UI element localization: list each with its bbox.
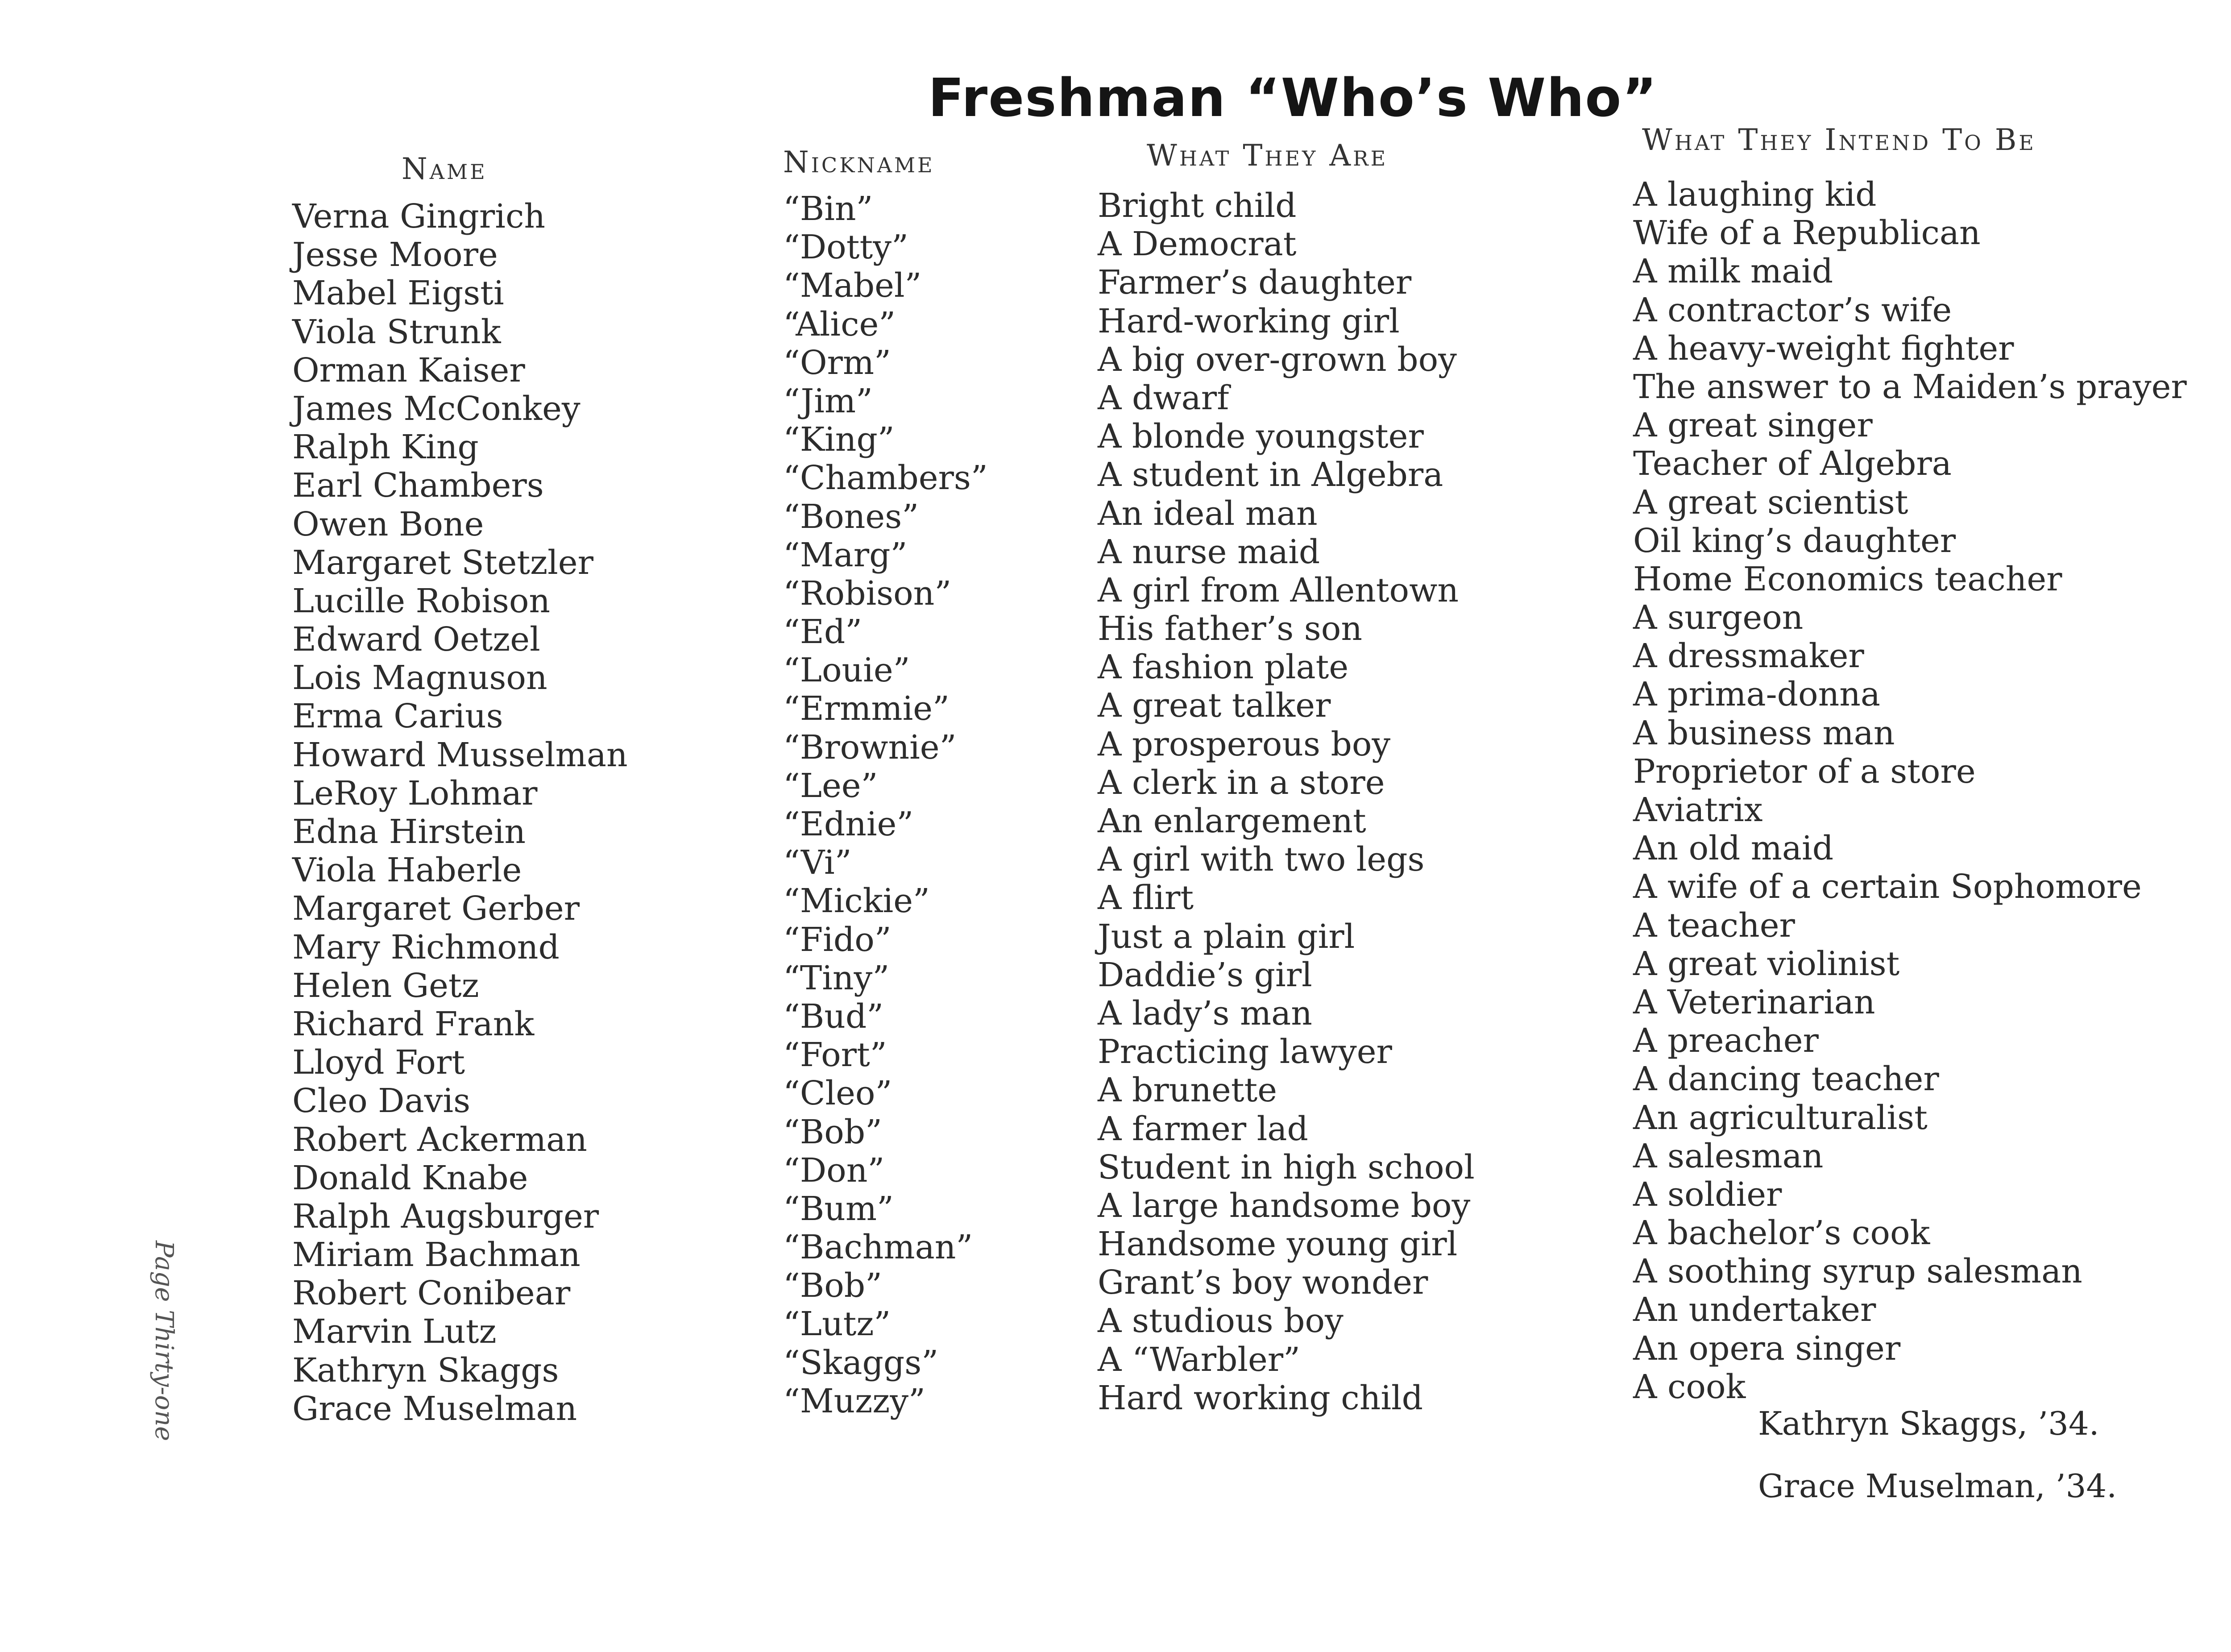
- intend-to-be-entry: A laughing kid: [1633, 175, 1877, 214]
- intend-to-be-column: [1633, 175, 2187, 1406]
- name-entry: Cleo Davis: [292, 1082, 471, 1121]
- intend-to-be-entry: A surgeon: [1633, 598, 1804, 637]
- what-they-are-entry: A flirt: [1098, 879, 1194, 917]
- intend-to-be-entry: A bachelor’s cook: [1633, 1214, 1930, 1253]
- name-entry: Viola Strunk: [292, 312, 501, 351]
- name-entry: Richard Frank: [292, 1004, 535, 1043]
- name-entry: Robert Ackerman: [292, 1120, 587, 1159]
- name-entry: Verna Gingrich: [292, 197, 546, 236]
- page-title: Freshman “Who’s Who”: [928, 67, 1658, 129]
- nickname-entry: “Fort”: [783, 1036, 887, 1075]
- name-entry: Helen Getz: [292, 966, 479, 1005]
- nickname-entry: “Cleo”: [783, 1074, 892, 1113]
- what-they-are-entry: Student in high school: [1098, 1148, 1475, 1187]
- nickname-entry: “Ednie”: [783, 805, 914, 843]
- nickname-entry: “Chambers”: [783, 459, 988, 498]
- intend-to-be-entry: A great violinist: [1633, 944, 1900, 983]
- what-they-are-entry: A dwarf: [1098, 378, 1229, 417]
- what-they-are-entry: A farmer lad: [1098, 1109, 1308, 1148]
- name-entry: Lloyd Fort: [292, 1043, 465, 1082]
- what-they-are-entry: A large handsome boy: [1098, 1186, 1471, 1225]
- page-number: Page Thirty-one: [149, 1241, 178, 1441]
- intend-to-be-entry: A great singer: [1633, 406, 1873, 445]
- name-entry: LeRoy Lohmar: [292, 774, 538, 813]
- what-they-are-entry: A Democrat: [1098, 225, 1297, 264]
- name-entry: Edward Oetzel: [292, 620, 540, 659]
- name-entry: Ralph King: [292, 428, 479, 467]
- what-they-are-entry: Bright child: [1098, 187, 1297, 225]
- name-entry: Miriam Bachman: [292, 1236, 581, 1274]
- nickname-entry: “Muzzy”: [783, 1382, 925, 1420]
- credits: [1758, 1392, 2117, 1517]
- what-they-are-entry: A brunette: [1098, 1071, 1277, 1110]
- intend-to-be-entry: A contractor’s wife: [1633, 291, 1952, 329]
- credit-author-2: Grace Muselman, ’34.: [1758, 1467, 2117, 1505]
- intend-to-be-entry: An agriculturalist: [1633, 1098, 1928, 1137]
- names-column: [292, 197, 628, 1428]
- what-they-are-column: [1098, 187, 1475, 1417]
- nickname-entry: “Brownie”: [783, 728, 957, 767]
- nickname-entry: “Dotty”: [783, 228, 908, 267]
- header-name: Name: [402, 152, 487, 186]
- nickname-entry: “Bin”: [783, 190, 873, 228]
- intend-to-be-entry: Wife of a Republican: [1633, 214, 1981, 253]
- intend-to-be-entry: Home Economics teacher: [1633, 560, 2062, 598]
- intend-to-be-entry: A dressmaker: [1633, 637, 1864, 676]
- name-entry: Owen Bone: [292, 505, 484, 544]
- nickname-entry: “Alice”: [783, 305, 896, 344]
- nickname-entry: “Lee”: [783, 766, 878, 805]
- nickname-entry: “Lutz”: [783, 1305, 891, 1344]
- nickname-entry: “Marg”: [783, 535, 908, 574]
- what-they-are-entry: His father’s son: [1098, 610, 1362, 648]
- nickname-entry: “Mabel”: [783, 266, 922, 305]
- what-they-are-entry: A great talker: [1098, 686, 1331, 725]
- name-entry: Viola Haberle: [292, 851, 522, 890]
- what-they-are-entry: A nurse maid: [1098, 532, 1320, 571]
- nickname-entry: “Vi”: [783, 843, 852, 882]
- name-entry: Lois Magnuson: [292, 659, 547, 697]
- nickname-entry: “Mickie”: [783, 882, 930, 921]
- name-entry: Robert Conibear: [292, 1274, 571, 1313]
- what-they-are-entry: A “Warbler”: [1098, 1340, 1301, 1379]
- nickname-entry: “Robison”: [783, 574, 952, 613]
- name-entry: James McConkey: [292, 389, 581, 428]
- intend-to-be-entry: The answer to a Maiden’s prayer: [1633, 367, 2187, 406]
- intend-to-be-entry: An opera singer: [1633, 1329, 1901, 1368]
- nickname-entry: “Bud”: [783, 997, 884, 1036]
- intend-to-be-entry: A prima-donna: [1633, 675, 1881, 714]
- what-they-are-entry: Farmer’s daughter: [1098, 263, 1412, 302]
- nickname-entry: “Don”: [783, 1151, 885, 1190]
- name-entry: Margaret Gerber: [292, 889, 580, 928]
- what-they-are-entry: A prosperous boy: [1098, 725, 1391, 764]
- intend-to-be-entry: A preacher: [1633, 1021, 1819, 1060]
- nickname-entry: “Jim”: [783, 382, 873, 420]
- what-they-are-entry: Just a plain girl: [1098, 917, 1355, 956]
- intend-to-be-entry: An undertaker: [1633, 1291, 1876, 1329]
- nickname-entry: “Ed”: [783, 613, 863, 652]
- what-they-are-entry: A girl from Allentown: [1098, 571, 1459, 610]
- name-entry: Mabel Eigsti: [292, 274, 504, 313]
- what-they-are-entry: An enlargement: [1098, 802, 1366, 840]
- what-they-are-entry: A girl with two legs: [1098, 840, 1425, 879]
- intend-to-be-entry: A heavy-weight fighter: [1633, 329, 2014, 368]
- intend-to-be-entry: A business man: [1633, 714, 1895, 752]
- nickname-entry: “Bum”: [783, 1189, 894, 1228]
- credit-author-1: Kathryn Skaggs, ’34.: [1758, 1405, 2099, 1442]
- what-they-are-entry: Grant’s boy wonder: [1098, 1263, 1428, 1302]
- intend-to-be-entry: Proprietor of a store: [1633, 752, 1976, 791]
- what-they-are-entry: A big over-grown boy: [1098, 340, 1457, 379]
- what-they-are-entry: Daddie’s girl: [1098, 955, 1312, 994]
- name-entry: Howard Musselman: [292, 735, 628, 774]
- nickname-entry: “Bones”: [783, 497, 919, 536]
- intend-to-be-entry: A dancing teacher: [1633, 1060, 1939, 1099]
- nickname-entry: “Bob”: [783, 1266, 882, 1305]
- intend-to-be-entry: A Veterinarian: [1633, 983, 1875, 1021]
- nickname-entry: “Tiny”: [783, 959, 890, 997]
- nickname-entry: “Orm”: [783, 343, 891, 382]
- name-entry: Lucille Robison: [292, 581, 551, 620]
- name-entry: Kathryn Skaggs: [292, 1351, 559, 1390]
- intend-to-be-entry: A soothing syrup salesman: [1633, 1252, 2082, 1291]
- intend-to-be-entry: Teacher of Algebra: [1633, 444, 1952, 483]
- what-they-are-entry: A fashion plate: [1098, 648, 1349, 687]
- name-entry: Edna Hirstein: [292, 813, 526, 851]
- nickname-entry: “Louie”: [783, 651, 910, 690]
- name-entry: Orman Kaiser: [292, 351, 525, 390]
- header-nickname: Nickname: [783, 145, 935, 179]
- intend-to-be-entry: A soldier: [1633, 1175, 1782, 1214]
- nickname-entry: “Ermmie”: [783, 689, 950, 728]
- intend-to-be-entry: A salesman: [1633, 1137, 1824, 1175]
- what-they-are-entry: A clerk in a store: [1098, 763, 1385, 802]
- what-they-are-entry: Hard working child: [1098, 1378, 1423, 1417]
- what-they-are-entry: A lady’s man: [1098, 994, 1312, 1033]
- what-they-are-entry: A studious boy: [1098, 1302, 1344, 1341]
- what-they-are-entry: A student in Algebra: [1098, 456, 1443, 494]
- what-they-are-entry: An ideal man: [1098, 494, 1318, 533]
- nickname-entry: “Bob”: [783, 1112, 882, 1151]
- header-what-they-intend-to-be: What They Intend To Be: [1642, 123, 2036, 157]
- nickname-entry: “Fido”: [783, 920, 892, 959]
- header-what-they-are: What They Are: [1147, 138, 1388, 173]
- name-entry: Grace Muselman: [292, 1389, 577, 1428]
- what-they-are-entry: Practicing lawyer: [1098, 1033, 1392, 1071]
- intend-to-be-entry: A cook: [1633, 1367, 1746, 1406]
- intend-to-be-entry: A wife of a certain Sophomore: [1633, 868, 2142, 906]
- nicknames-column: [783, 190, 988, 1420]
- nickname-entry: “King”: [783, 420, 895, 459]
- nickname-entry: “Skaggs”: [783, 1343, 939, 1382]
- name-entry: Mary Richmond: [292, 928, 560, 967]
- intend-to-be-entry: A milk maid: [1633, 252, 1833, 291]
- nickname-entry: “Bachman”: [783, 1228, 973, 1267]
- what-they-are-entry: Hard-working girl: [1098, 302, 1400, 340]
- name-entry: Donald Knabe: [292, 1158, 528, 1197]
- intend-to-be-entry: An old maid: [1633, 829, 1834, 868]
- name-entry: Erma Carius: [292, 697, 503, 736]
- what-they-are-entry: Handsome young girl: [1098, 1225, 1458, 1264]
- name-entry: Marvin Lutz: [292, 1312, 497, 1351]
- name-entry: Ralph Augsburger: [292, 1197, 599, 1236]
- what-they-are-entry: A blonde youngster: [1098, 417, 1424, 456]
- intend-to-be-entry: Oil king’s daughter: [1633, 521, 1956, 560]
- name-entry: Margaret Stetzler: [292, 543, 593, 582]
- intend-to-be-entry: Aviatrix: [1633, 791, 1763, 829]
- name-entry: Jesse Moore: [292, 236, 498, 274]
- intend-to-be-entry: A teacher: [1633, 906, 1795, 945]
- intend-to-be-entry: A great scientist: [1633, 483, 1908, 522]
- name-entry: Earl Chambers: [292, 466, 544, 505]
